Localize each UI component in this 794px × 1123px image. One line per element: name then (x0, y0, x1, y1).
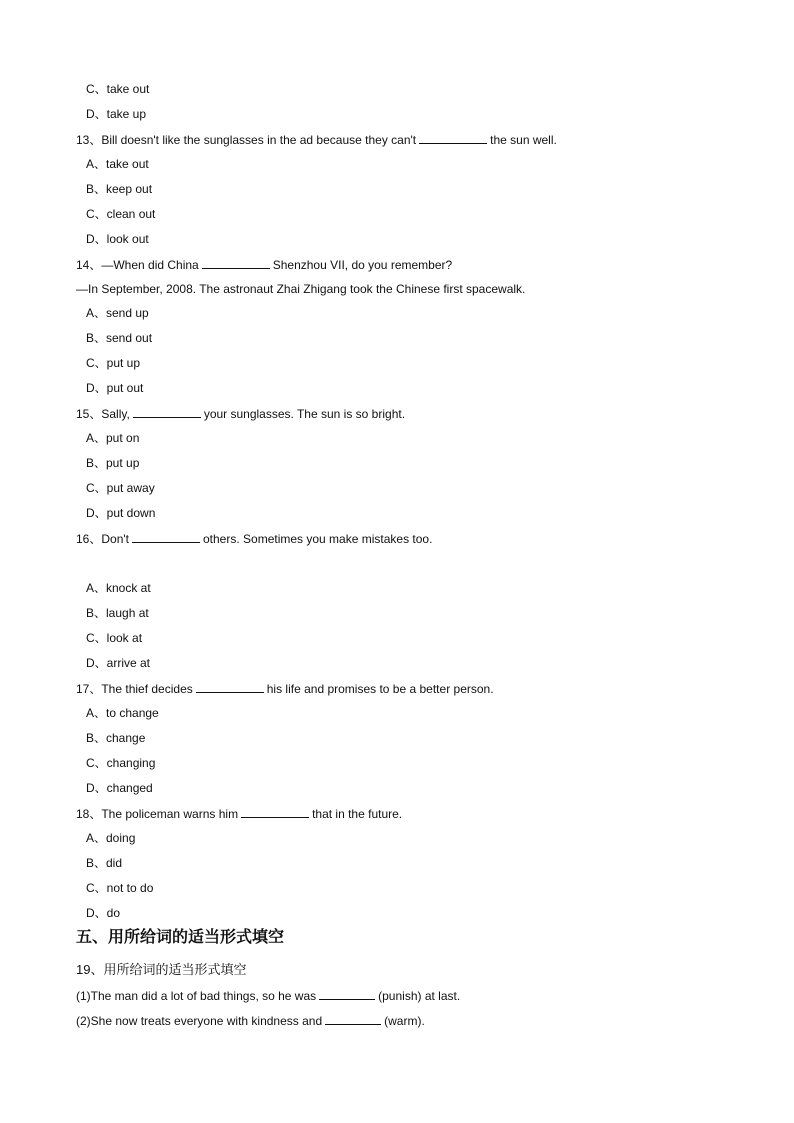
question-text: Shenzhou VII, do you remember? (272, 258, 453, 272)
option-a: A、put on (86, 431, 140, 445)
answer-blank (319, 987, 375, 1000)
answer-blank (325, 1012, 381, 1025)
question-text: his life and promises to be a better person. (266, 682, 494, 696)
question-13 (76, 131, 557, 148)
question-text: that in the future. (312, 807, 403, 821)
question-text: (2)She now treats everyone with kindness and (76, 1014, 323, 1028)
question-text: 17、The thief decides (76, 682, 193, 696)
option-d: D、look out (86, 232, 149, 246)
question-text: 18、The policeman warns him (76, 807, 239, 821)
answer-blank (196, 680, 264, 693)
question-text: (1)The man did a lot of bad things, so he was (76, 989, 317, 1003)
option-d: D、take up (86, 107, 147, 121)
answer-blank (132, 530, 200, 543)
answer-blank (419, 131, 487, 144)
answer-blank (241, 805, 309, 818)
question-19-item-2 (76, 1012, 425, 1029)
option-d: D、arrive at (86, 656, 151, 670)
question-15 (76, 405, 405, 422)
option-c: C、put away (86, 481, 155, 495)
option-b: B、send out (86, 331, 153, 345)
option-b: B、put up (86, 456, 140, 470)
option-d: D、put down (86, 506, 156, 520)
question-19-item-1 (76, 987, 460, 1004)
question-19-title: 19、用所给词的适当形式填空 (76, 962, 247, 977)
option-c: C、look at (86, 631, 143, 645)
question-text: the sun well. (490, 133, 557, 147)
question-text: 14、—When did China (76, 258, 199, 272)
question-text: (warm). (384, 1014, 425, 1028)
question-text: others. Sometimes you make mistakes too. (203, 532, 433, 546)
option-a: A、send up (86, 306, 149, 320)
question-text: your sunglasses. The sun is so bright. (203, 407, 406, 421)
question-text: 16、Don't (76, 532, 129, 546)
question-16 (76, 530, 432, 547)
answer-blank (133, 405, 201, 418)
question-text: (punish) at last. (378, 989, 461, 1003)
option-c: C、clean out (86, 207, 156, 221)
option-d: D、do (86, 906, 121, 920)
question-14 (76, 256, 452, 273)
option-b: B、did (86, 856, 123, 870)
option-c: C、changing (86, 756, 156, 770)
question-text: 15、Sally, (76, 407, 130, 421)
question-18 (76, 805, 402, 822)
section-heading: 五、用所给词的适当形式填空 (76, 927, 285, 946)
question-17 (76, 680, 494, 697)
option-b: B、laugh at (86, 606, 149, 620)
option-a: A、knock at (86, 581, 151, 595)
option-d: D、changed (86, 781, 153, 795)
option-b: B、change (86, 731, 146, 745)
option-c: C、put up (86, 356, 141, 370)
option-c: C、not to do (86, 881, 154, 895)
option-a: A、take out (86, 157, 149, 171)
option-d: D、put out (86, 381, 144, 395)
option-c: C、take out (86, 82, 150, 96)
dialogue-answer: —In September, 2008. The astronaut Zhai Zhigang took the Chinese first spacewalk. (76, 282, 526, 296)
option-a: A、to change (86, 706, 159, 720)
question-text: 13、Bill doesn't like the sunglasses in the ad because they can't (76, 133, 417, 147)
answer-blank (202, 256, 270, 269)
option-a: A、doing (86, 831, 136, 845)
option-b: B、keep out (86, 182, 153, 196)
